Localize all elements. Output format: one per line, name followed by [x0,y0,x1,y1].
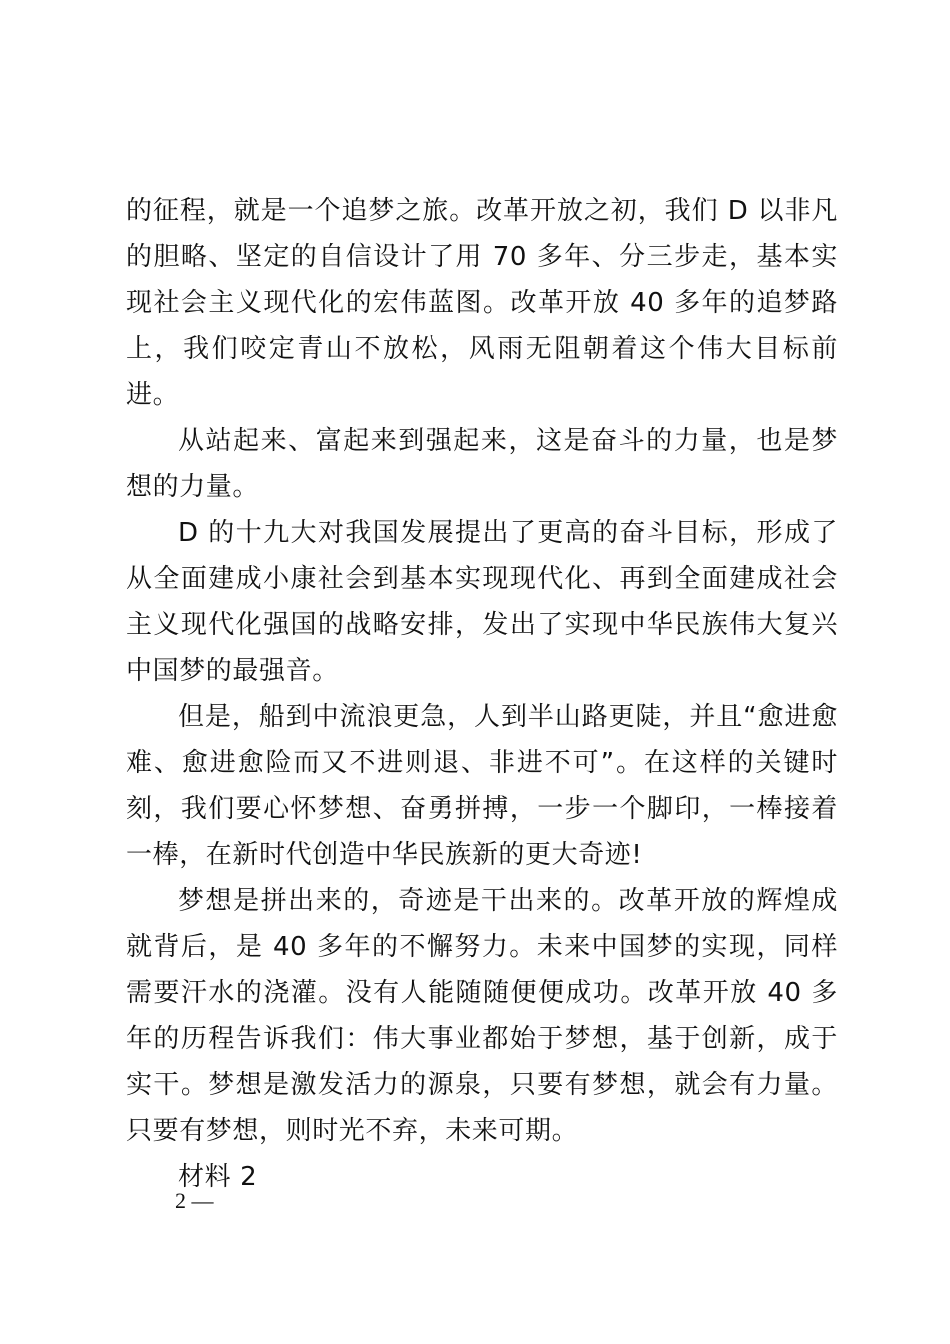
paragraph: 但是，船到中流浪更急，人到半山路更陡，并且“愈进愈难、愈进愈险而又不进则退、非进不可”。在这样的关键时刻，我们要心怀梦想、奋勇拼搏，一步一个脚印，一棒接着一棒，在新时代创造中华民族新的更大奇迹! [126,702,838,870]
document-body [126,188,838,1200]
page-number: 2 — [175,1188,214,1213]
section-label: 材料 2 [178,1162,258,1192]
paragraph: 梦想是拼出来的，奇迹是干出来的。改革开放的辉煌成就背后，是 40 多年的不懈努力。未来中国梦的实现，同样需要汗水的浇灌。没有人能随随便便成功。改革开放 40 多年的历程告诉我们：伟大事业都始于梦想，基于创新，成于实干。梦想是激发活力的源泉，只要有梦想，就会有力量。只要有梦想，则时光不弃，未来可期。 [126,886,838,1146]
paragraph: D 的十九大对我国发展提出了更高的奋斗目标，形成了从全面建成小康社会到基本实现现代化、再到全面建成社会主义现代化强国的战略安排，发出了实现中华民族伟大复兴中国梦的最强音。 [126,518,838,686]
paragraph: 从站起来、富起来到强起来，这是奋斗的力量，也是梦想的力量。 [126,426,838,502]
paragraph-continuation: 的征程，就是一个追梦之旅。改革开放之初，我们 D 以非凡的胆略、坚定的自信设计了用 70 多年、分三步走，基本实现社会主义现代化的宏伟蓝图。改革开放 40 多年的追梦路上，我们咬定青山不放松，风雨无阻朝着这个伟大目标前进。 [126,196,838,410]
